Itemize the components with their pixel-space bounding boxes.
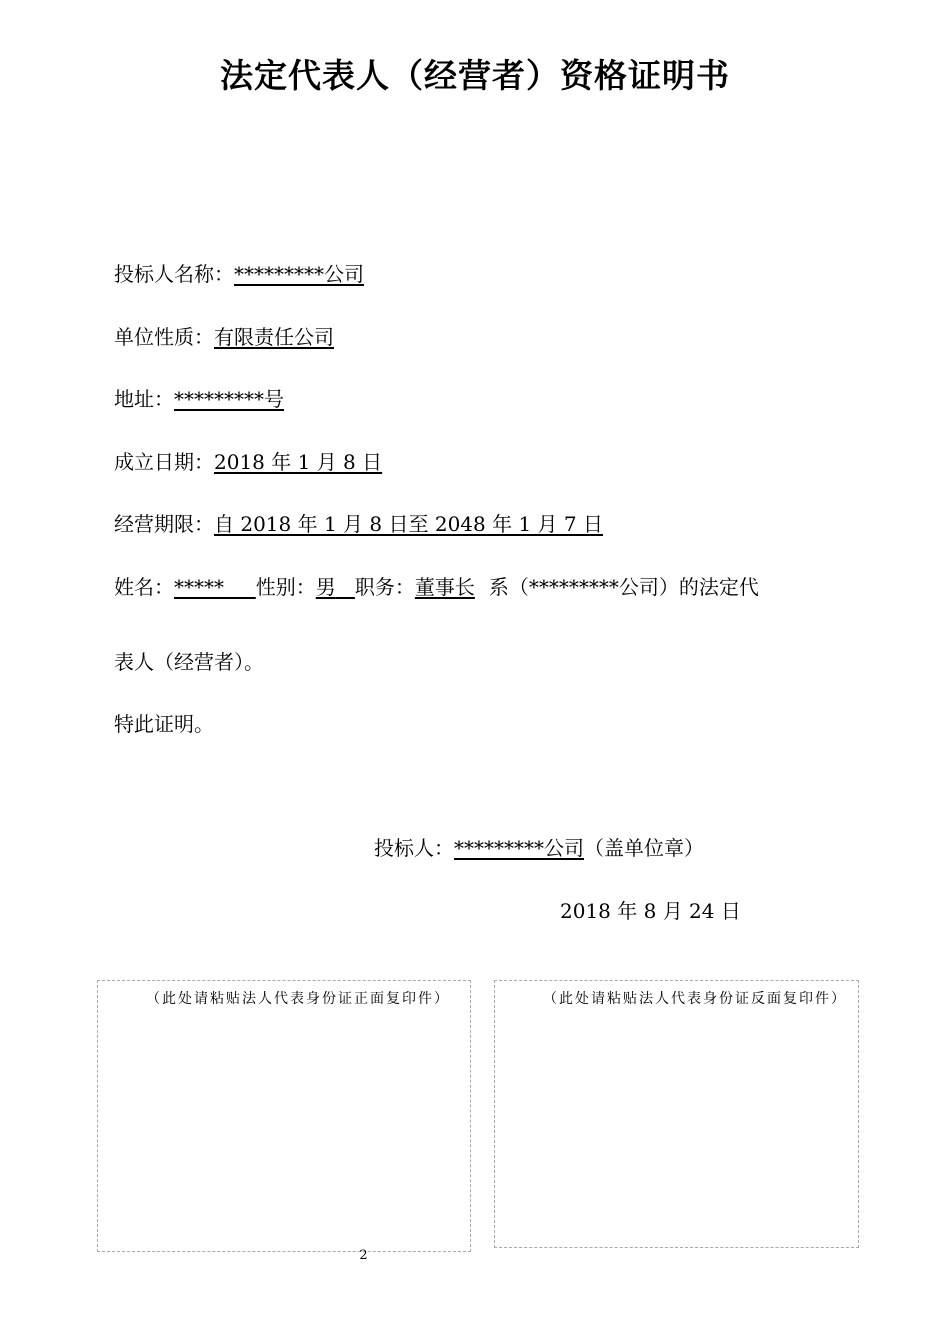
- page-number: 2: [359, 1248, 368, 1263]
- signature-company: *********公司: [454, 836, 584, 860]
- signature-date: 2018 年 8 月 24 日: [560, 899, 741, 923]
- business-term-line: [114, 510, 603, 538]
- rep-name-value: *****: [174, 575, 224, 599]
- rep-position-value: 董事长: [414, 575, 475, 599]
- seal-note: （盖单位章）: [584, 836, 704, 860]
- id-back-paste-area: [494, 980, 859, 1248]
- bidder-name-line: [114, 260, 364, 288]
- signature-label: 投标人：: [374, 836, 454, 860]
- representative-line: [114, 573, 759, 601]
- business-term-label: 经营期限：: [114, 512, 214, 536]
- representative-continuation: 表人（经营者）。: [114, 650, 264, 674]
- id-back-instruction: （此处请粘贴法人代表身份证反面复印件）: [543, 991, 847, 1007]
- signature-line: [374, 834, 704, 862]
- founded-date-line: [114, 448, 382, 476]
- bidder-name-value: *********公司: [234, 262, 364, 286]
- founded-date-value: 2018 年 1 月 8 日: [214, 450, 383, 474]
- id-front-paste-area: [97, 980, 471, 1252]
- unit-nature-line: [114, 323, 334, 351]
- business-term-value: 自 2018 年 1 月 8 日至 2048 年 1 月 7 日: [214, 512, 603, 536]
- address-line: [114, 385, 284, 413]
- bidder-name-label: 投标人名称：: [114, 262, 234, 286]
- unit-nature-value: 有限责任公司: [214, 325, 334, 349]
- address-value: *********号: [174, 387, 284, 411]
- rep-gender-value: 男: [315, 575, 336, 599]
- address-label: 地址：: [114, 387, 174, 411]
- rep-position-label: 职务：: [354, 575, 415, 599]
- unit-nature-label: 单位性质：: [114, 325, 214, 349]
- rep-name-label: 姓名：: [114, 575, 174, 599]
- rep-gender-label: 性别：: [255, 575, 316, 599]
- founded-date-label: 成立日期：: [114, 450, 214, 474]
- rep-relation-text: 系（*********公司）的法定代: [488, 575, 759, 599]
- certify-text: 特此证明。: [114, 712, 214, 736]
- id-front-instruction: （此处请粘贴法人代表身份证正面复印件）: [146, 991, 450, 1007]
- document-title: 法定代表人（经营者）资格证明书: [220, 56, 730, 95]
